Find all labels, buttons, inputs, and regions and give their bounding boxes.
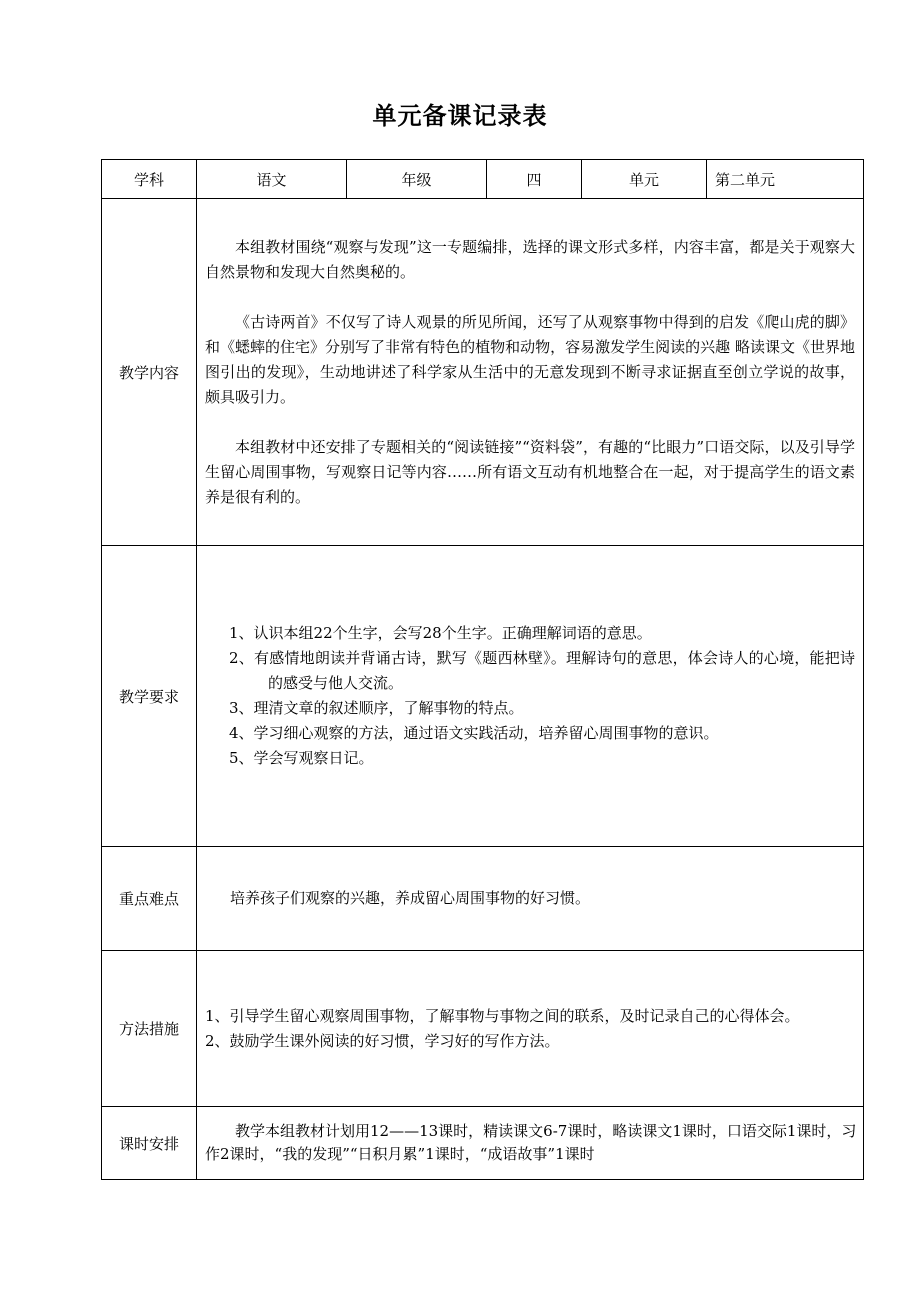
method-item-1: 1、引导学生留心观察周围事物，了解事物与事物之间的联系，及时记录自己的心得体会。 <box>205 1006 800 1025</box>
unit-value: 第二单元 <box>707 160 864 199</box>
requirement-item-5: 5、学会写观察日记。 <box>229 749 374 767</box>
subject-label: 学科 <box>102 160 197 199</box>
grade-label: 年级 <box>347 160 487 199</box>
lesson-plan-table <box>101 159 864 1180</box>
schedule-label: 课时安排 <box>102 1107 197 1180</box>
schedule-row <box>102 1107 864 1180</box>
key-points-cell <box>197 847 864 951</box>
content-cell <box>197 199 864 546</box>
header-row <box>102 160 864 199</box>
page-title: 单元备课记录表 <box>372 101 548 130</box>
requirement-item-1: 1、认识本组22个生字，会写28个生字。正确理解词语的意思。 <box>229 624 652 642</box>
schedule-text: 教学本组教材计划用12——13课时，精读课文6-7课时，略读课文1课时，口语交际1课时，习作2课时，“我的发现”“日积月累”1课时，“成语故事”1课时 <box>197 1107 864 1180</box>
requirement-item-3: 3、理清文章的叙述顺序，了解事物的特点。 <box>229 699 524 717</box>
key-points-row <box>102 847 864 951</box>
methods-cell <box>197 951 864 1107</box>
subject-value: 语文 <box>197 160 347 199</box>
content-paragraph-3: 本组教材中还安排了专题相关的“阅读链接”“资料袋”，有趣的“比眼力”口语交际，以及引导学生留心周围事物，写观察日记等内容……所有语文互动有机地整合在一起，对于提高学生的语文素养是很有利的。 <box>205 437 855 506</box>
grade-value: 四 <box>487 160 582 199</box>
key-points-label: 重点难点 <box>102 847 197 951</box>
method-item-2: 2、鼓励学生课外阅读的好习惯，学习好的写作方法。 <box>205 1031 560 1050</box>
content-paragraph-1: 本组教材围绕“观察与发现”这一专题编排，选择的课文形式多样，内容丰富，都是关于观察大自然景物和发现大自然奥秘的。 <box>205 237 855 281</box>
methods-row <box>102 951 864 1107</box>
requirements-label: 教学要求 <box>102 546 197 847</box>
key-points-text: 培养孩子们观察的兴趣，养成留心周围事物的好习惯。 <box>230 889 591 907</box>
unit-label: 单元 <box>582 160 707 199</box>
requirement-item-2: 2、有感情地朗读并背诵古诗，默写《题西林壁》。理解诗句的意思，体会诗人的心境，能把诗的感受与他人交流。 <box>229 649 855 692</box>
content-label: 教学内容 <box>102 199 197 546</box>
requirements-row <box>102 546 864 847</box>
methods-label: 方法措施 <box>102 951 197 1107</box>
methods-list <box>205 1004 855 1054</box>
content-paragraph-2: 《古诗两首》不仅写了诗人观景的所见所闻，还写了从观察事物中得到的启发《爬山虎的脚》和《蟋蟀的住宅》分别写了非常有特色的植物和动物，容易激发学生阅读的兴趣 略读课文《世界地图引出的发现》，生动地讲述了科学家从生活中的无意发现到不断寻求证据直至创立学说的故事，颇具吸引力。 <box>205 312 855 406</box>
content-row <box>102 199 864 546</box>
requirements-cell <box>197 546 864 847</box>
requirement-item-4: 4、学习细心观察的方法，通过语文实践活动，培养留心周围事物的意识。 <box>229 724 719 742</box>
requirements-list <box>205 621 855 771</box>
